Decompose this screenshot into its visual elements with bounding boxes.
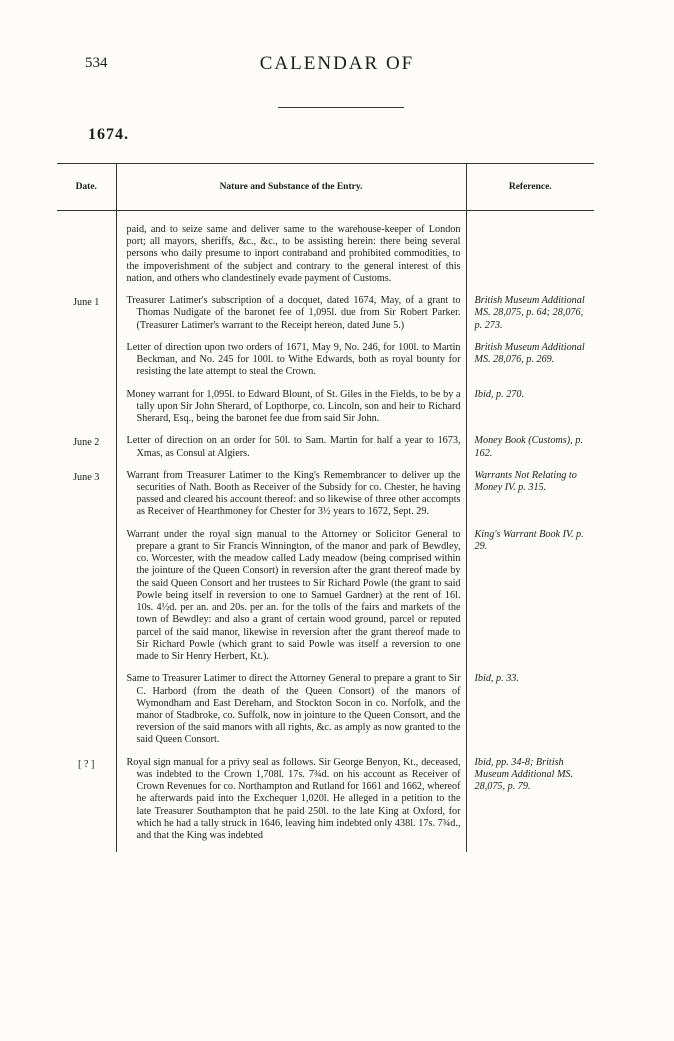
entry-reference [466, 470, 594, 529]
running-title: CALENDAR OF [259, 53, 415, 74]
reference-text: Ibid, p. 33. [474, 673, 519, 685]
entry-reference [466, 342, 594, 389]
reference-text: Warrants Not Relating to Money IV. p. 315. [474, 469, 577, 493]
table-header-row [57, 164, 594, 211]
entry-date [57, 673, 116, 756]
table-row [57, 342, 594, 389]
reference-column-header: Reference. [466, 164, 594, 211]
entry-text [116, 673, 466, 756]
table-row [57, 224, 594, 295]
table-row [57, 435, 594, 469]
reference-text: Ibid, p. 270. [474, 388, 525, 400]
entry-reference [466, 295, 594, 342]
entry-text [116, 757, 466, 853]
entry-date: June 1 [73, 297, 100, 309]
entry-paragraph: Money warrant for 1,095l. to Edward Blount, of St. Giles in the Fields, to be by a tally upon Sir John Sherard, of Lopthorpe, co. Lincoln, son and heir to Richard Sherard, Esq., being the baronet fee due from said Sir John. [126, 388, 461, 425]
table-spacer-row [57, 211, 594, 225]
entry-text [116, 435, 466, 469]
entry-paragraph: paid, and to seize same and deliver same to the warehouse-keeper of London port; all mayors, sheriffs, &c., &c., to be assisting herein: there being several persons who daily presume to inport contraband and prohibited commodities, to the impoverishment of the subject and contrary to the general interest of this nation, and others who clandestinely evade payment of Customs. [126, 224, 461, 284]
entry-text [116, 470, 466, 529]
entry-date [57, 529, 116, 674]
entry-reference [466, 673, 594, 756]
entry-text [116, 389, 466, 436]
title-rule [278, 107, 404, 108]
entry-reference [466, 435, 594, 469]
entry-paragraph: Letter of direction on an order for 50l. to Sam. Martin for half a year to 1673, Xmas, as Consul at Algiers. [126, 435, 461, 459]
table-row [57, 389, 594, 436]
entry-reference [466, 529, 594, 674]
table-row [57, 673, 594, 756]
entry-text [116, 295, 466, 342]
reference-text: British Museum Additional MS. 28,075, p. 64; 28,076, p. 273. [474, 295, 585, 331]
entry-paragraph: Same to Treasurer Latimer to direct the Attorney General to prepare a grant to Sir C. Harbord (from the death of the Queen Consort) of the manors of Wymondham and East Dereham, and Stockton Socon in co. Norfolk, and the manor of Stadbroke, co. Suffolk, now in jointure to the Queen Consort, and the reversion of the said manors with all rights, &c. as amply as now granted to the said Queen Consort. [126, 673, 461, 746]
table-row [57, 470, 594, 529]
reference-text: British Museum Additional MS. 28,076, p. 269. [474, 341, 585, 366]
entry-text [116, 224, 466, 295]
entry-date: June 3 [73, 471, 100, 483]
year-heading: 1674. [88, 126, 129, 143]
entry-reference [466, 757, 594, 853]
table-row [57, 295, 594, 342]
entry-date [57, 224, 116, 295]
entry-date [57, 389, 116, 436]
entry-reference [466, 224, 594, 295]
entry-date [57, 342, 116, 389]
date-column-header: Date. [57, 164, 116, 211]
entry-paragraph: Treasurer Latimer's subscription of a docquet, dated 1674, May, of a grant to Thomas Nudigate of the baronet fee of 1,095l. due from Sir Robert Parker. (Treasurer Latimer's warrant to the Receipt hereon, dated June 5.) [126, 295, 461, 331]
page-number: 534 [85, 55, 108, 71]
entry-paragraph: Warrant from Treasurer Latimer to the King's Remembrancer to deliver up the securities of Nath. Booth as Receiver of the Subsidy for co. Chester, he having passed and cleared his account thereof: and so likewise of three other accompts as Receiver of Hearthmoney for Chester for 3½ years to 1672, Sept. 29. [126, 469, 461, 518]
reference-text: Ibid, pp. 34-8; British Museum Additional MS. 28,075, p. 79. [474, 756, 574, 793]
entry-paragraph: Letter of direction upon two orders of 1671, May 9, No. 246, for 100l. to Martin Beckman, and No. 245 for 100l. to Withe Edwards, both as royal bounty for resisting the late attempt to steal the Crown. [126, 341, 461, 378]
table-row [57, 757, 594, 853]
calendar-table [57, 163, 594, 852]
entry-text [116, 342, 466, 389]
entry-paragraph: Royal sign manual for a privy seal as follows. Sir George Benyon, Kt., deceased, was indebted to the Crown 1,708l. 17s. 7¾d. on his account as Receiver of Crown Revenues for co. Northampton and Rutland for 1661 and 1662, whereof he afterwards paid into the Exchequer 1,020l. He alleged in a petition to the late Treasurer Southampton that he paid 250l. to the late King at Oxford, for which he had a tally struck in 1646, leaving him indebted only 438l. 17s. 7¾d., and that the King was indebted [126, 756, 461, 842]
entry-paragraph: Warrant under the royal sign manual to the Attorney or Solicitor General to prepare a grant to Sir Francis Winnington, of the manor and park of Bewdley, co. Worcester, with the meadow called Lady meadow (being comprised within the jointure of the Queen Consort) in reversion after the grant thereof made by the said Queen Consort and her trustees to Sir Richard Powle (the grant to said Powle being itself in reversion to one to Samuel Gardner) at the rent of 16l. 10s. 4½d. per an. and 20s. per an. for the tolls of the fairs and markets of the town of Bewdley: and also a grant of certain wood ground, parcel or reputed parcel of the said manor, likewise in reversion after the grant thereof made to Sir Richard Powle (which grant to said Powle was itself a reversion to one made to Sir Henry Herbert, Kt.). [126, 528, 461, 663]
reference-text: Money Book (Customs), p. 162. [474, 435, 583, 459]
entry-column-header: Nature and Substance of the Entry. [116, 164, 466, 211]
entry-reference [466, 389, 594, 436]
entry-date: [ ? ] [78, 758, 95, 770]
entry-date: June 2 [73, 437, 100, 449]
table-row [57, 529, 594, 674]
entry-text [116, 529, 466, 674]
reference-text: King's Warrant Book IV. p. 29. [474, 528, 584, 552]
